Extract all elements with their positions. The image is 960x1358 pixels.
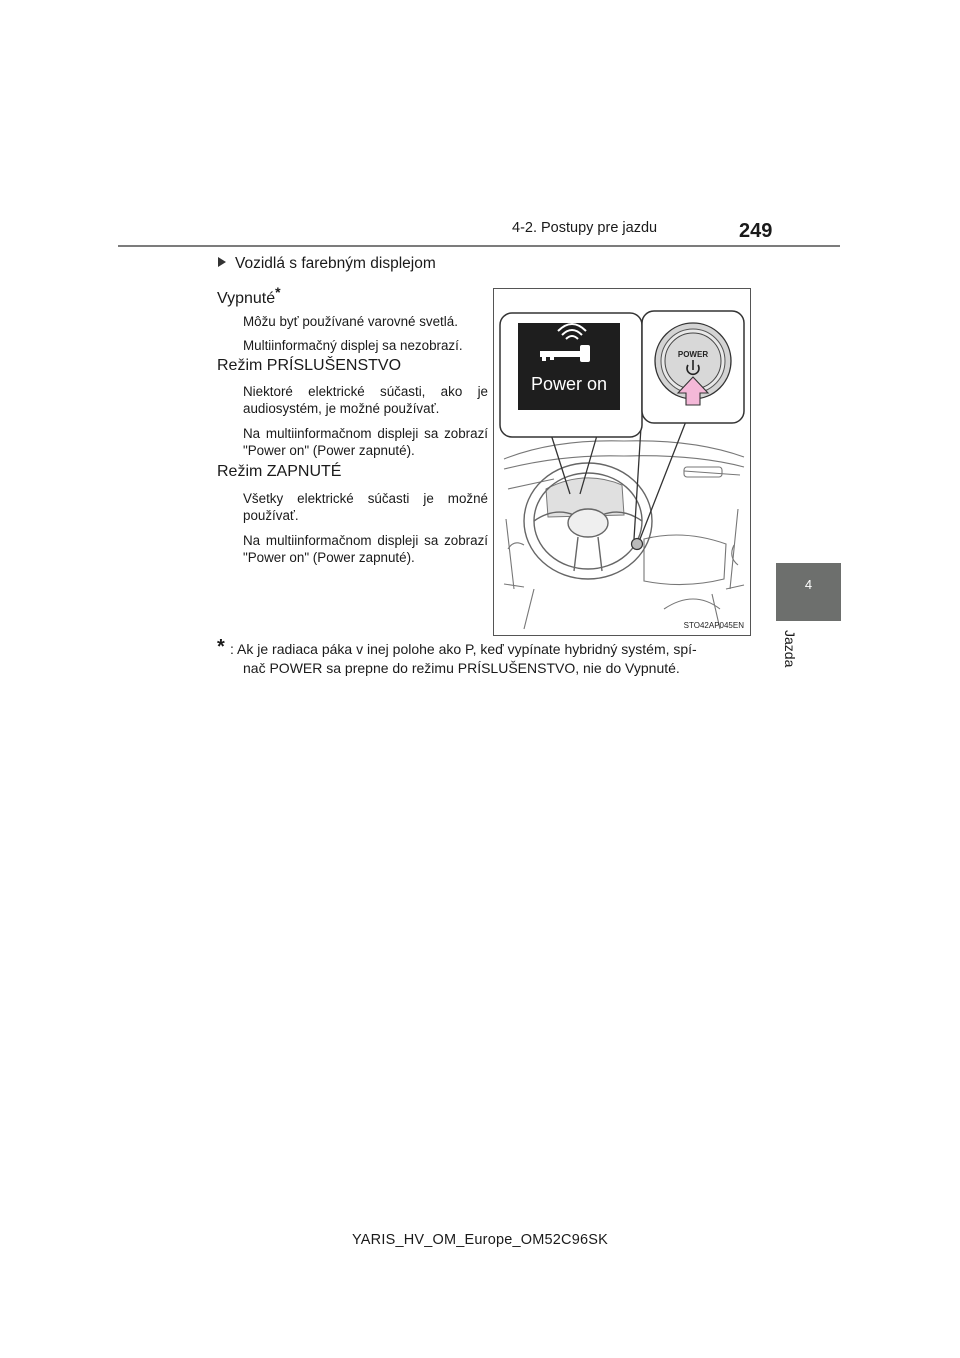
mode-accessory-desc-1: Niektoré elektrické súčasti, ako je audiosystém, je možné používať. [243,384,488,416]
chapter-label [778,630,808,700]
header-rule [118,245,840,247]
footnote-marker: * [275,284,281,300]
footnote-line-1 [230,640,746,659]
document-id: YARIS_HV_OM_Europe_OM52C96SK [352,1232,608,1248]
chapter-tab: 4 [776,563,841,621]
footnote-colon: : [230,641,234,657]
mode-on-desc-2: Na multiinformačnom displeji sa zobrazí "Power on" (Power zapnuté). [243,533,488,565]
dashboard-lines [504,441,744,629]
footnote-line-1-text: Ak je radiaca páka v inej polohe ako P, keď vypínate hybridný systém, spí- [237,641,697,657]
display-text: Power on [530,374,608,394]
footnote [230,640,746,678]
figure-code: STO42AP045EN [683,621,744,630]
footnote-line-2: nač POWER sa prepne do režimu PRÍSLUŠENSTVO, nie do Vypnuté. [243,660,680,676]
mode-off-desc-2: Multiinformačný displej sa nezobrazí. [243,338,463,353]
section-title: 4-2. Postupy pre jazdu [512,220,658,236]
mode-accessory-desc-2: Na multiinformačnom displeji sa zobrazí "Power on" (Power zapnuté). [243,426,488,458]
footnote-asterisk: * [217,636,225,658]
subheading-text: Vozidlá s farebným displejom [235,255,436,272]
mode-title-off [217,284,281,308]
power-switch-location [632,539,643,550]
power-switch-figure [493,288,751,636]
chapter-label-text: Jazda [782,630,798,668]
mode-off-desc-1: Môžu byť používané varovné svetlá. [243,314,458,329]
subheading [218,255,436,273]
power-button-label: POWER [677,350,709,359]
mode-title-on: Režim ZAPNUTÉ [217,463,342,480]
mode-title-accessory: Režim PRÍSLUŠENSTVO [217,357,402,374]
page-number: 249 [739,220,773,242]
mode-title-off-text: Vypnuté [217,290,276,307]
dashboard-illustration [494,289,750,635]
mode-on-desc-1: Všetky elektrické súčasti je možné používať. [243,491,488,523]
triangle-bullet-icon [218,257,226,267]
